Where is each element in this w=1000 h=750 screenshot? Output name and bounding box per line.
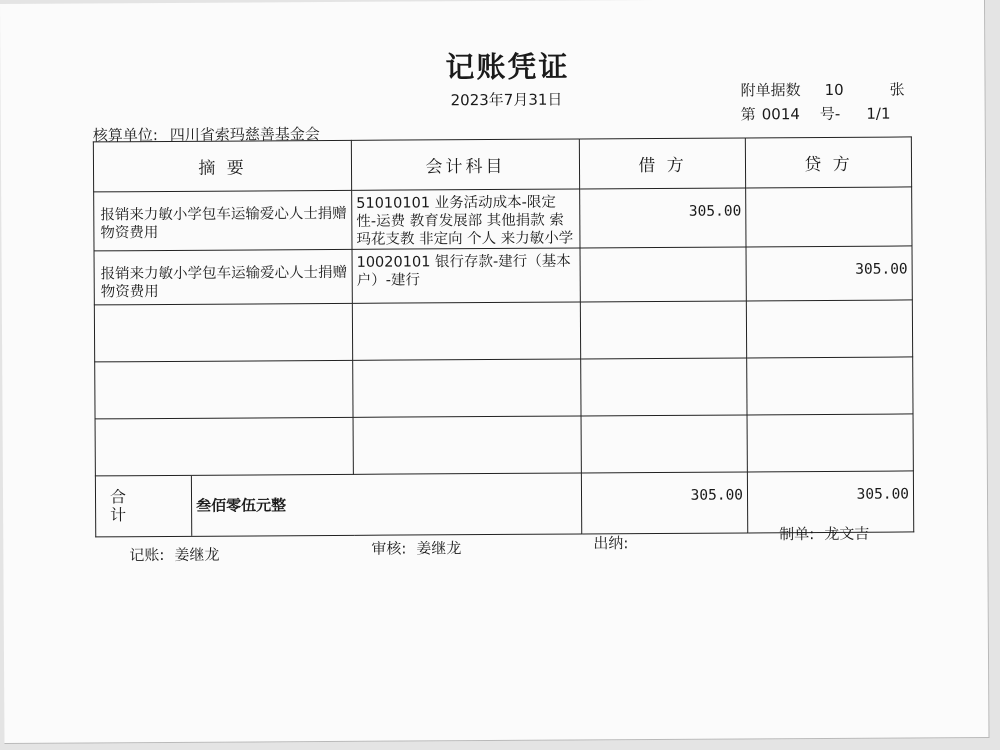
- empty-cell: [353, 359, 581, 417]
- row-subject: 51010101 业务活动成本-限定性-运费 教育发展部 其他捐款 索玛花支教 非定向 个人 来力敏小学: [352, 189, 580, 249]
- table-row-empty: [95, 414, 913, 476]
- header-subject: 会计科目: [351, 139, 579, 190]
- voucher-number-prefix: 第: [740, 105, 756, 124]
- footer-reviewer: [371, 537, 461, 559]
- empty-cell: [352, 302, 580, 360]
- accounting-unit-value: 四川省索玛慈善基金会: [169, 125, 320, 144]
- row-summary: 报销来力敏小学包车运输爱心人士捐赠物资费用: [94, 190, 352, 251]
- total-left-cell: [95, 473, 581, 537]
- voucher-number-suffix: 号-: [819, 104, 841, 123]
- voucher-table: [93, 136, 914, 537]
- header-summary: 摘 要: [93, 140, 351, 192]
- empty-cell: [746, 300, 912, 358]
- preparer-name: 龙文吉: [824, 524, 870, 543]
- empty-cell: [95, 360, 353, 419]
- row-credit: 305.00: [746, 246, 912, 301]
- total-debit: 305.00: [581, 472, 747, 534]
- empty-cell: [353, 416, 581, 474]
- attachments-unit: 张: [889, 80, 905, 99]
- voucher-title: 记账凭证: [445, 49, 570, 85]
- attachments-info: [740, 78, 904, 100]
- attachments-count: 10: [824, 80, 844, 99]
- accounting-unit-label: 核算单位:: [92, 126, 158, 145]
- voucher-number: [741, 103, 891, 125]
- cashier-label: 出纳:: [593, 534, 629, 553]
- empty-cell: [94, 303, 352, 362]
- table-row-empty: [95, 357, 913, 419]
- empty-cell: [747, 357, 913, 415]
- bookkeeper-label: 记账:: [129, 546, 165, 565]
- footer-bookkeeper: [129, 544, 219, 566]
- table-row: [94, 246, 912, 305]
- voucher-number-value: 0014: [761, 105, 800, 124]
- empty-cell: [581, 415, 747, 473]
- header-debit: 借 方: [579, 138, 745, 189]
- row-debit: 305.00: [580, 188, 746, 248]
- total-credit: 305.00: [747, 471, 913, 533]
- voucher-page: 1/1: [866, 104, 891, 123]
- table-row: [94, 187, 912, 251]
- row-debit: [580, 247, 746, 302]
- row-subject: 10020101 银行存款-建行（基本户）-建行: [352, 248, 580, 303]
- total-label: 合 计: [96, 476, 192, 537]
- voucher-date: 2023年7月31日: [450, 90, 563, 110]
- attachments-label: 附单据数: [740, 81, 801, 100]
- empty-cell: [95, 417, 353, 476]
- table-header-row: [93, 137, 911, 192]
- empty-cell: [747, 414, 913, 472]
- total-amount-words: 叁佰零伍元整: [196, 496, 287, 515]
- row-summary: 报销来力敏小学包车运输爱心人士捐赠物资费用: [94, 249, 352, 305]
- preparer-label: 制单:: [779, 525, 815, 544]
- footer-preparer: [779, 523, 869, 545]
- empty-cell: [581, 358, 747, 416]
- footer-cashier: [593, 532, 638, 553]
- reviewer-label: 审核:: [371, 539, 407, 558]
- header-credit: 贷 方: [745, 137, 911, 188]
- table-row-empty: [94, 300, 912, 362]
- reviewer-name: 姜继龙: [416, 539, 462, 558]
- empty-cell: [580, 301, 746, 359]
- bookkeeper-name: 姜继龙: [174, 545, 220, 564]
- row-credit: [746, 187, 912, 247]
